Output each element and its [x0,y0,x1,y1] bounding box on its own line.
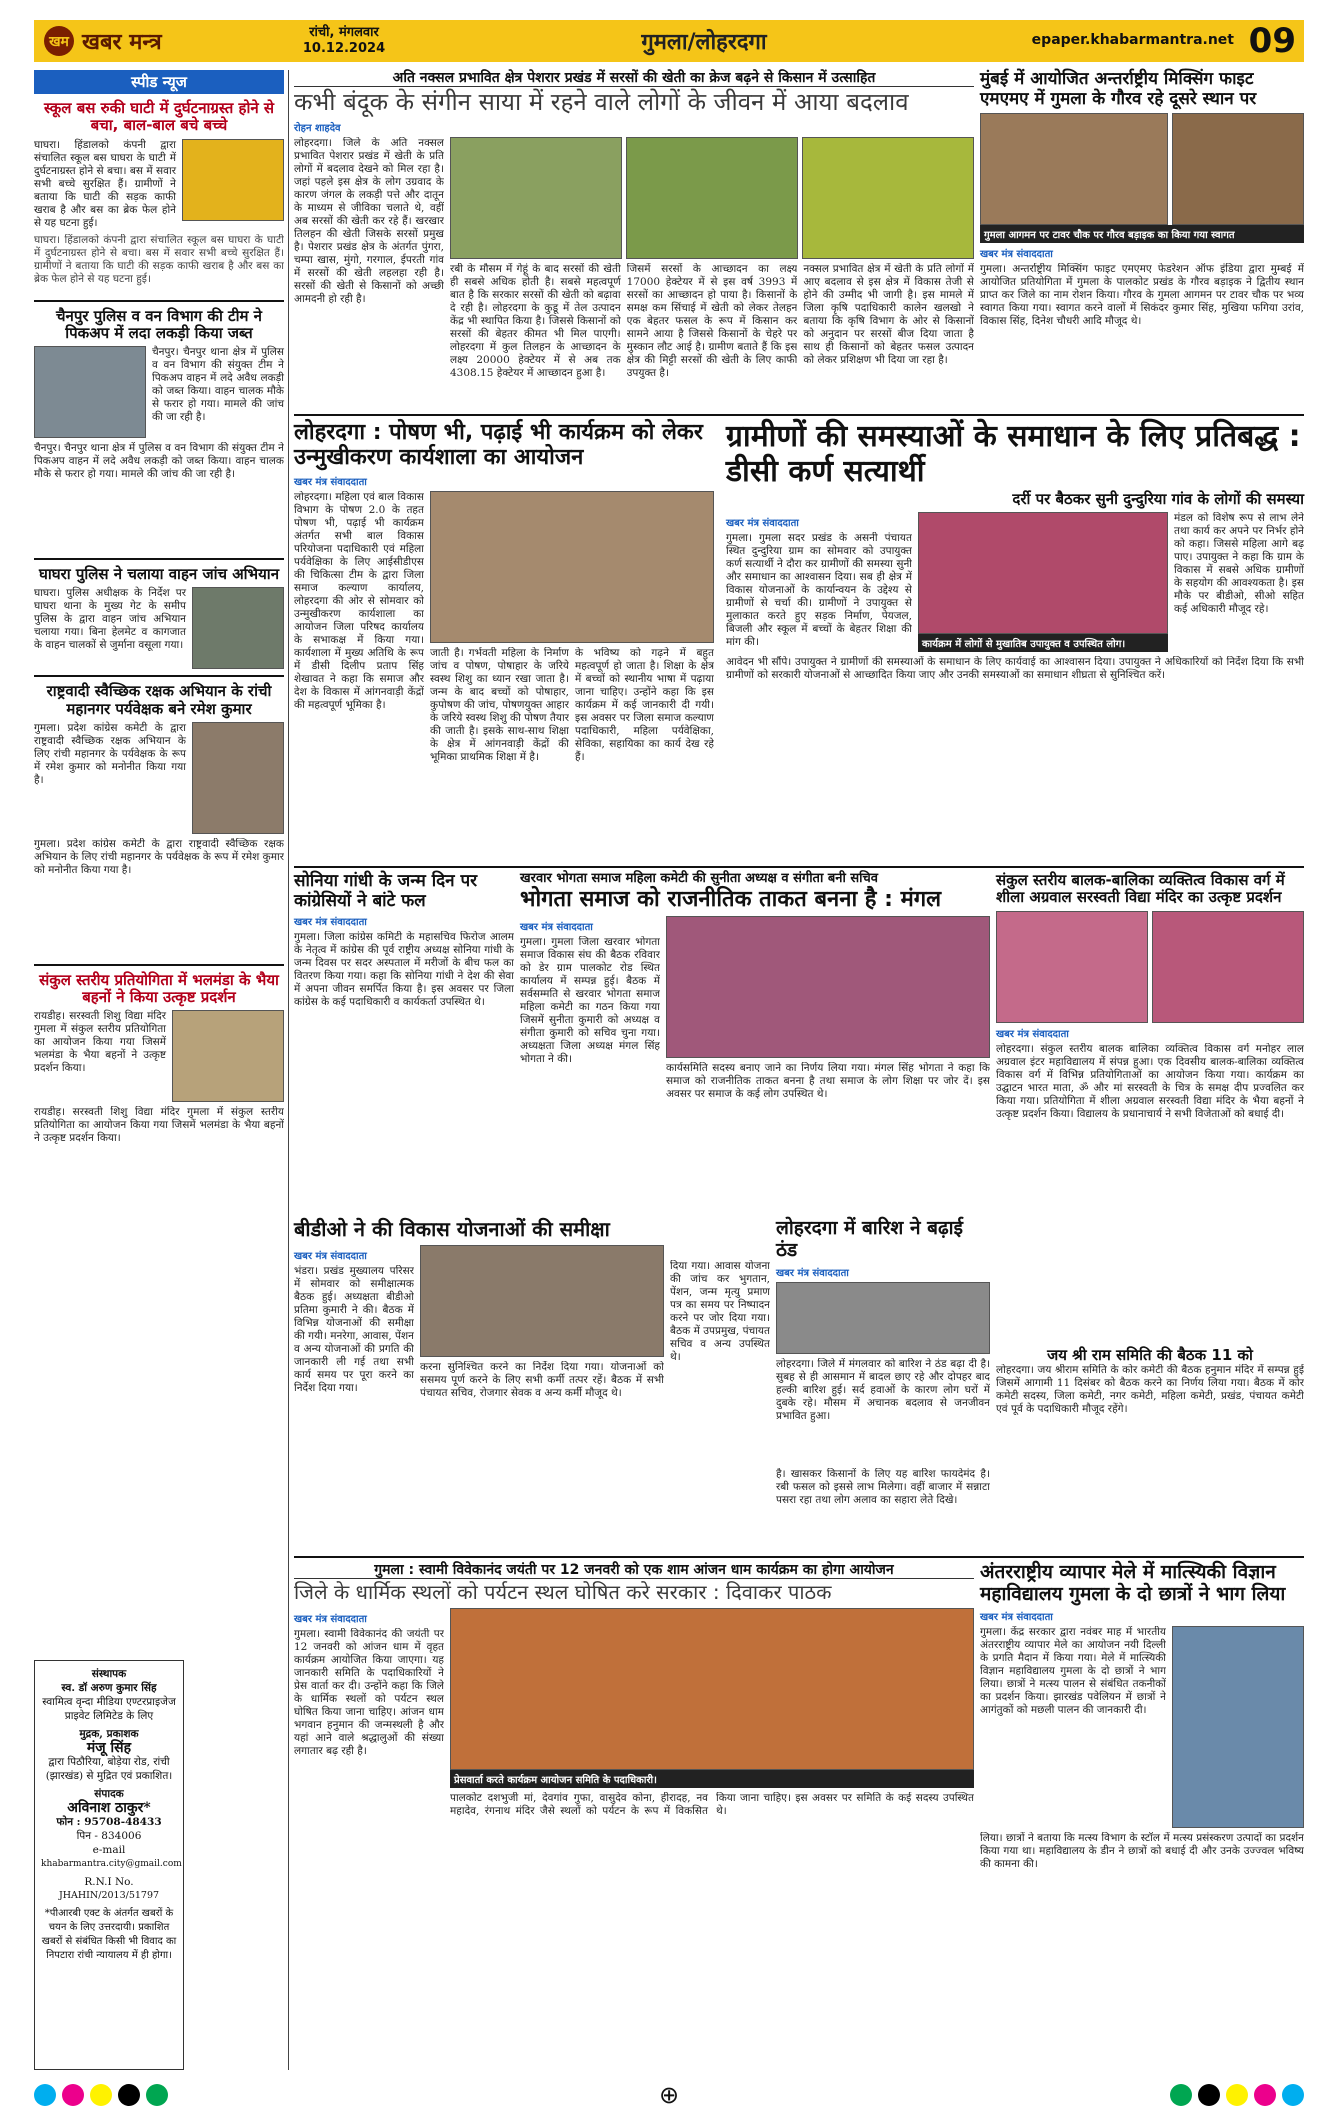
yellow-dot-icon [1226,2084,1248,2106]
issue-date: 10.12.2024 [302,41,386,56]
page-number: 09 [1248,21,1296,61]
mustard-field-photo-1 [450,137,622,259]
black-dot-icon [1198,2084,1220,2106]
sonia-story-title: सोनिया गांधी के जन्म दिन पर कांग्रेसियों ने बांटे फल [294,871,478,911]
rain-story-body-2: है। खासकर किसानों के लिए यह बारिश फायदेमंद है। रबी फसल को इससे लाभ मिलेगा। वहीं बाजार में सन्नाटा पसरा रहा तथा लोग अलाव का सहारा लेते दिखे। [776,1467,990,1506]
registration-mark-icon: ⊕ [658,2081,680,2109]
mustard-field-photo-2 [626,137,798,259]
bdo-byline: खबर मंत्र संवाददाता [294,1251,367,1262]
imprint-founder: स्व. डॉ अरुण कुमार सिंह [61,1682,157,1694]
top-story [294,70,974,410]
column-divider [288,70,289,2070]
rain-story-body: लोहरदगा। जिले में मंगलवार को बारिश ने ठंड बढ़ा दी है। सुबह से ही आसमान में बादल छाए रहे और दोपहर बाद हल्की बारिश हुई। सर्द हवाओं के कारण लोग घरों में दुबके रहे। मौसम में अचानक बदलाव से जनजीवन प्रभावित हुआ। [776,1357,990,1422]
bdo-story [294,1218,664,1548]
sankul-story-body: लोहरदगा। संकुल स्तरीय बालक बालिका व्यक्तित्व विकास वर्ग मनोहर लाल अग्रवाल इंटर महाविद्यालय में संपन्न हुआ। एक दिवसीय बालक-बालिका व्यक्तित्व विकास वर्ग में विभिन्न प्रतियोगिताओं का आयोजन किया गया। कार्यक्रम का उद्घाटन भारत माता, ॐ और मां सरस्वती के चित्र के समक्ष दीप प्रज्वलित कर किया गया। प्रतियोगिता में शीला अग्रवाल सरस्वती विद्या मंदिर के भैया बहनों ने उत्कृष्ट प्रदर्शन किया। विद्यालय के प्रधानाचार्य ने सभी विजेताओं को बधाई दी। [996,1042,1304,1120]
top-story-kicker: अति नक्सल प्रभावित क्षेत्र पेशरार प्रखंड में सरसों की खेती का क्रेज बढ़ने से किसान में उत्साहित [294,70,974,87]
top-story-body-3: जिसमें सरसों के आच्छादन का लक्ष्य 17000 हेक्टेयर में से इस वर्ष 3993 में सरसों का आच्छादन हो पाया है। किसानों के समक्ष कम सिंचाई में खेती को लेकर तेलहन एक बेहतर फसल के रूप में किसान कर सामने आया है जिससे किसानों के चेहरे पर मुस्कान लौट आई है। ग्रामीण बताते हैं कि इस क्षेत्र की मिट्टी सरसों की खेती के लिए काफी उपयुक्त है। [626,262,798,379]
story-ramesh-body: गुमला। प्रदेश कांग्रेस कमेटी के द्वारा राष्ट्रवादी स्वैच्छिक रक्षक अभियान के लिए रांची महानगर के पर्यवेक्षक के रूप में रमेश कुमार को मनोनीत किया गया है। [34,721,186,786]
imprint-editor-label: संपादक [94,1788,124,1800]
trade-fair-story-body: गुमला। केंद्र सरकार द्वारा नवंबर माह में भारतीय अंतरराष्ट्रीय व्यापार मेले का आयोजन नयी दिल्ली के प्रगति मैदान में किया गया। मेले में मात्स्यिकी विज्ञान महाविद्यालय गुमला के दो छात्रों ने भाग लिया। छात्रों ने मत्स्य पालन से संबंधित तकनीकों का प्रदर्शन किया। झारखंड पवेलियन में छात्रों ने आगंतुकों को मछली पालन की जानकारी दी। [980,1625,1166,1716]
vivekanand-story-subtitle: जिले के धार्मिक स्थलों को पर्यटन स्थल घोषित करे सरकार : दिवाकर पाठक [294,1580,832,1605]
gaurav-photo-2 [1172,113,1304,225]
dc-story-body-2: आवेदन भी सौंपे। उपायुक्त ने ग्रामीणों की समस्याओं के समाधान के लिए कार्यवाई का आश्वासन दिया। उपायुक्त ने अधिकारियों को निर्देश दिया कि सभी ग्रामीणों को सरकारी योजनाओं से आच्छादित किया जाए और उनकी समस्याओं का समाधान शीघ्रता से सुनिश्चित करें। [726,656,1304,682]
bhogta-story-body-2: कार्यसमिति सदस्य बनाए जाने का निर्णय लिया गया। मंगल सिंह भोगता ने कहा कि समाज को राजनीतिक ताकत बनना है तथा समाज के लोग शिक्षा पर जोर दें। इस अवसर पर समाज के कई लोग उपस्थित थे। [666,1062,990,1101]
press-conference-photo [450,1608,974,1770]
brand-name: खबर मन्त्र [82,30,162,55]
trade-fair-story [980,1562,1304,2067]
story-school-bus-title: स्कूल बस रुकी घाटी में दुर्घटनाग्रस्त होने से बचा, बाल-बाल बचे बच्चे [43,99,275,135]
rain-story [776,1218,990,1548]
poshan-byline: खबर मंत्र संवाददाता [294,476,367,488]
brand [34,26,274,56]
story-ghaghra-title: घाघरा पुलिस ने चलाया वाहन जांच अभियान [38,565,280,583]
top-story-body-4: नक्सल प्रभावित क्षेत्र में खेती के प्रति लोगों में आए बदलाव से इस क्षेत्र में विकास तेजी से होने की उम्मीद भी जागी है। इस मामले में जिला कृषि पदाधिकारी कालेन खलखो ने बताया कि कृषि विभाग के ओर से किसानों को अनुदान पर सरसों बीज दिया जाता है साथ ही किसानों को बेहतर फसल उत्पादन को लेकर प्रशिक्षण भी दिया जा रहा है। [803,262,975,366]
story-bhalmanda-title: संकुल स्तरीय प्रतियोगिता में भलमंडा के भैया बहनों ने किया उत्कृष्ट प्रदर्शन [39,970,279,1006]
section-divider-2 [294,866,1304,868]
page-footer [34,2080,1304,2110]
story-school-bus-body: घाघरा। हिंडालको कंपनी द्वारा संचालित स्कूल बस घाघरा के घाटी में दुर्घटनाग्रस्त होने से बचा। बस में सवार सभी बच्चे सुरक्षित हैं। ग्रामीणों ने बताया कि घाटी की सड़क काफी खराब है और बस का ब्रेक फेल होने से यह घटना हुई। [34,138,176,229]
bdo-meeting-photo [420,1245,664,1357]
bhogta-meeting-photo [666,916,990,1058]
top-story-body-2: रबी के मौसम में गेहूं के बाद सरसों की खेती ही सबसे अधिक होती है। सबसे महत्वपूर्ण बात है कि सरकार सरसों की खेती को बढ़ावा दे रही है। लोहरदगा के कुडू में तेल उत्पादन केंद्र भी स्थापित किया है। जिससे किसानों को सरसों की बेहतर कीमत भी मिल पाएगी। लोहरदगा में कुल तिलहन के आच्छादन के लक्ष्य 20000 हेक्टेयर में से अब तक 4308.15 हेक्टेयर में आच्छादन हुआ है। [450,262,621,379]
sonia-story [294,872,514,1212]
section-divider [294,414,1304,416]
story-ramesh-body-cont: गुमला। प्रदेश कांग्रेस कमेटी के द्वारा राष्ट्रवादी स्वैच्छिक रक्षक अभियान के लिए रांची महानगर के पर्यवेक्षक के रूप में रमेश कुमार को मनोनीत किया गया है। [34,837,284,876]
vivekanand-photo-caption: प्रेसवार्ता करते कार्यक्रम आयोजन समिति के पदाधिकारी। [450,1770,974,1788]
poshan-story-body-3: के भविष्य को गढ़ने में बहुत महत्वपूर्ण हो जाता है। शिक्षा के क्षेत्र में बच्चों को स्थानीय भाषा में पढ़ाया जाना चाहिए। उन्होंने कहा कि इस कार्यक्रम में कई जानकारी दी गयी। इस अवसर पर जिला समाज कल्याण पदाधिकारी, महिला पर्यवेक्षिका, सेविका, सहायिका का कार्य देख रहे हैं। [575,646,714,763]
imprint-editor: अविनाश ठाकुर* [67,1800,151,1816]
sankul-story [996,872,1304,1532]
top-story-title: कभी बंदूक के संगीन साया में रहने वाले लोगों के जीवन में आया बदलाव [294,88,909,117]
bdo-story-body-3: दिया गया। आवास योजना की जांच कर भुगतान, पेंशन, जन्म मृत्यु प्रमाण पत्र का समय पर निष्पादन करने पर जोर दिया गया। बैठक में उपप्रमुख, पंचायत सचिव व अन्य उपस्थित थे। [670,1260,770,1363]
dc-photo-caption: कार्यक्रम में लोगों से मुखातिब उपायुक्त व उपस्थित लोग। [918,634,1168,652]
date-block [274,25,414,57]
poshan-story-body: लोहरदगा। महिला एवं बाल विकास विभाग के पोषण 2.0 के तहत पोषण भी, पढ़ाई भी कार्यक्रम अंतर्गत सभी बाल विकास परियोजना पदाधिकारी एवं महिला पर्यवेक्षिका के लिए आईसीडीएस की चिकित्सा टीम के द्वारा जिला समाज कल्याण कार्यालय, लोहरदगा की ओर से सोमवार को उन्मुखीकरण कार्यशाला का आयोजन जिला परिषद कार्यालय के सभाकक्ष में किया गया। कार्यशाला में मुख्य अतिथि के रूप में डीसी दिलीप प्रताप सिंह शेखावत ने कहा कि समाज और देश के विकास में आंगनवाड़ी केंद्रों की महत्वपूर्ण भूमिका है। [294,490,424,711]
top-story-body: लोहरदगा। जिले के अति नक्सल प्रभावित पेशरार प्रखंड में खेती के प्रति लोगों में बदलाव देखने को मिल रहा है। जहां पहले इस क्षेत्र के लोग उग्रवाद के कारण जंगल के लकड़ी पत्ते और दातून के माध्यम से जीविका चलाते थे, वहीं अब सरसों की खेती कर रहे हैं। खरखार तिलहन की खेती जिसके सरसों प्रमुख है। पेशरार प्रखंड क्षेत्र के अंतर्गत पुंगरा, चम्पा खास, मुंगो, गरगाल, ईपरती गांव में सरसों की खेती लहलहा रही है। सरसों की खेती से किसानों को अच्छी आमदनी हो रही है। [294,136,444,305]
bhogta-byline: खबर मंत्र संवाददाता [520,922,593,934]
green-dot-icon [1170,2084,1192,2106]
imprint-address: द्वारा पिठौरिया, बोड़ेया रोड, रांची (झारखंड) से मुद्रित एवं प्रकाशित। [45,1756,173,1782]
school-bus-photo [182,139,284,221]
story-chainpur-title: चैनपुर पुलिस व वन विभाग की टीम ने पिकअप में लदा लकड़ी किया जब्त [55,306,263,342]
epaper-url[interactable]: epaper.khabarmantra.net [1031,32,1234,48]
trade-fair-byline: खबर मंत्र संवाददाता [980,1611,1053,1623]
vivekanand-byline: खबर मंत्र संवाददाता [294,1614,367,1626]
dc-meeting-photo [918,512,1168,634]
section-title: गुमला/लोहरदगा [641,30,767,55]
chainpur-photo [34,346,146,438]
imprint-rni-label: R.N.I No. [84,1876,134,1888]
mumbai-byline: खबर मंत्र संवाददाता [980,249,1053,261]
ramesh-photo [192,722,284,834]
imprint-note: *पीआरबी एक्ट के अंतर्गत खबरों के चयन के लिए उत्तरदायी। प्रकाशित खबरों से संबंधित किसी भी विवाद का निपटारा रांची न्यायालय में ही होगा। [41,1908,177,1961]
poshan-workshop-photo [430,491,714,643]
trade-fair-story-body-2: लिया। छात्रों ने बताया कि मत्स्य विभाग के स्टॉल में मत्स्य प्रसंस्करण उत्पादों का प्रदर्शन किया गया था। महाविद्यालय के डीन ने छात्रों को बधाई दी और उनके उज्ज्वल भविष्य की कामना की। [980,1831,1304,1870]
poshan-story-body-2: जाती है। गर्भवती महिला के निर्माण जांच व पोषण, पोषाहार के जरिये स्वस्थ शिशु का ध्यान रखा जाता है। जन्म के बाद बच्चों को पोषाहार, कुपोषण की जांच, पोषणयुक्त आहार के जरिये स्वस्थ शिशु की पोषण तैयार की जाती है। इसके साथ-साथ शिक्षा के क्षेत्र में आंगनवाड़ी केंद्रों की भूमिका प्राथमिक शिक्षा में है। [430,646,569,763]
bhogta-story-body: गुमला। गुमला जिला खरवार भोगता समाज विकास संघ की बैठक रविवार को डेर ग्राम पालकोट रोड स्थित कार्यालय में सम्पन्न हुई। बैठक में सर्वसम्मति से खरवार भोगता समाज महिला कमेटी का गठन किया गया जिसमें सुनीता कुमारी को अध्यक्ष व संगीता कुमारी को सचिव चुना गया। अध्यक्षता जिला अध्यक्ष मंगल सिंह भोगता ने की। [520,936,660,1066]
trade-fair-story-title: अंतरराष्ट्रीय व्यापार मेले में मात्स्यिकी विज्ञान महाविद्यालय गुमला के दो छात्रों ने भाग लिया [980,1561,1286,1605]
story-chainpur-body: चैनपुर। चैनपुर थाना क्षेत्र में पुलिस व वन विभाग की संयुक्त टीम ने पिकअप वाहन में लदे अवैध लकड़ी को जब्त किया। वाहन चालक मौके से फरार हो गया। मामले की जांच की जा रही है। [152,346,284,423]
bhogta-story [520,872,990,1212]
imprint-phone: फोन : 95708-48433 [56,1816,162,1828]
jai-shri-ram-title: जय श्री राम समिति की बैठक 11 को [1047,1345,1253,1364]
bdo-story-body: भंडरा। प्रखंड मुख्यालय परिसर में सोमवार को समीक्षात्मक बैठक हुई। अध्यक्षता बीडीओ प्रतिमा कुमारी ने की। बैठक में विभिन्न योजनाओं की समीक्षा की गयी। मनरेगा, आवास, पेंशन व अन्य योजनाओं की प्रगति की जानकारी ली गई तथा सभी कार्य समय पर पूरा करने का निर्देश दिया गया। [294,1265,414,1394]
speed-news-tag: स्पीड न्यूज [115,70,203,94]
trade-fair-photo [1172,1626,1304,1828]
imprint-publisher-label: मुद्रक, प्रकाशक [79,1728,139,1740]
masthead [34,20,1304,62]
imprint-owner: स्वामित्व वृन्दा मीडिया एण्टरप्राइजेज प्राइवेट लिमिटेड के लिए [42,1696,176,1722]
poshan-story [294,420,714,860]
dc-byline: खबर मंत्र संवाददाता [726,518,799,530]
mumbai-story-body: गुमला। अन्तर्राष्ट्रीय मिक्सिंग फाइट एमएमए फेडरेशन ऑफ इंडिया द्वारा मुम्बई में आयोजित प्रतियोगिता में गुमला के पालकोट प्रखंड के गौरव बड़ाइक ने द्वितीय स्थान प्राप्त कर जिले का नाम रोशन किया। गौरव के गुमला आगमन पर टावर चौक पर भव्य स्वागत किया गया। स्वागत करने वालों में सिकंदर कुमार सिंह, मुखिया फगिया उरांव, विकास सिंह, दिनेश चौधरी आदि मौजूद थे। [980,263,1304,328]
black-dot-icon [118,2084,140,2106]
top-story-byline: रोहन शाहदेव [294,122,341,134]
green-dot-icon [146,2084,168,2106]
imprint-email-label: e-mail [92,1844,126,1856]
gaurav-photo-1 [980,113,1168,225]
sonia-story-body: गुमला। जिला कांग्रेस कमिटी के महासचिव फिरोज आलम के नेतृत्व में कांग्रेस की पूर्व राष्ट्रीय अध्यक्ष सोनिया गांधी के जन्म दिवस पर सदर अस्पताल में मरीजों के बीच फल का वितरण किया गया। कहा कि सोनिया गांधी ने देश की सेवा में अपना जीवन समर्पित किया है। इस अवसर पर जिला कांग्रेस के कई पदाधिकारी व कार्यकर्ता उपस्थित थे। [294,931,514,1009]
story-ramesh-title: राष्ट्रवादी स्वैच्छिक रक्षक अभियान के रांची महानगर पर्यवेक्षक बने रमेश कुमार [46,682,272,718]
dc-story-body: गुमला। गुमला सदर प्रखंड के असनी पंचायत स्थित दुन्दुरिया ग्राम का सोमवार को उपायुक्त कर्ण सत्यार्थी ने दौरा कर ग्रामीणों की समस्या सुनी और समाधान का आश्वासन दिया। सब ही क्षेत्र में विकास योजनाओं के कार्यान्वयन के उद्देश्य से ग्रामीणों से चर्चा की। ग्रामीणों ने उपायुक्त से मुलाकात करते हुए सड़क निर्माण, पेयजल, बिजली और स्कूल में बच्चों के बेहतर शिक्षा की मांग की। [726,532,912,649]
imprint-rni: JHAHIN/2013/51797 [58,1890,160,1901]
vivekanand-story-title: गुमला : स्वामी विवेकानंद जयंती पर 12 जनवरी को एक शाम आंजन धाम कार्यक्रम का होगा आयोजन [294,1562,974,1579]
story-bhalmanda-body-cont: रायडीह। सरस्वती शिशु विद्या मंदिर गुमला में संकुल स्तरीय प्रतियोगिता का आयोजन किया गया जिसमें भलमंडा के भैया बहनों ने उत्कृष्ट प्रदर्शन किया। [34,1106,284,1145]
section-divider-3 [294,1556,1304,1558]
color-registration-left [34,2084,168,2106]
ghaghra-photo [192,587,284,669]
color-registration-right [1170,2084,1304,2106]
left-column [34,70,284,1800]
imprint-publisher: मंजू सिंह [86,1740,132,1756]
mustard-field-photo-3 [802,137,974,259]
rain-byline: खबर मंत्र संवाददाता [776,1267,849,1279]
cyan-dot-icon [34,2084,56,2106]
vivekanand-story-body-2: पालकोट दशभुजी मां, देवगांव गुफा, वासुदेव कोना, हीरादह, नव महादेव, रंगनाथ मंदिर जैसे स्थलों को पर्यटन के रूप में विकसित किया जाना चाहिए। इस अवसर पर समिति के कई सदस्य उपस्थित थे। [450,1792,974,1818]
sonia-byline: खबर मंत्र संवाददाता [294,917,367,929]
dc-story-title: ग्रामीणों की समस्याओं के समाधान के लिए प्रतिबद्ध : डीसी कर्ण सत्यार्थी [726,419,1301,489]
cyan-dot-icon [1282,2084,1304,2106]
rain-photo [776,1282,990,1354]
sankul-photo-1 [996,911,1148,1023]
bhogta-story-title: भोगता समाज को राजनीतिक ताकत बनना है : मंगल [520,886,942,912]
bhalmanda-photo [172,1010,284,1102]
dc-story-subtitle: दर्री पर बैठकर सुनी दुन्दुरिया गांव के लोगों की समस्या [1012,490,1304,508]
bdo-story-body-2: करना सुनिश्चित करने का निर्देश दिया गया। योजनाओं को ससमय पूर्ण करने के लिए सभी कर्मी तत्पर रहें। बैठक में सभी पंचायत सचिव, रोजगार सेवक व अन्य कर्मी मौजूद थे। [420,1361,664,1399]
mumbai-story [980,70,1304,410]
mumbai-story-title: मुंबई में आयोजित अन्तर्राष्ट्रीय मिक्सिंग फाइट एमएमए में गुमला के गौरव रहे दूसरे स्थान पर [980,69,1257,109]
vivekanand-story-body: गुमला। स्वामी विवेकानंद की जयंती पर 12 जनवरी को आंजन धाम में वृहत कार्यक्रम आयोजित किया जाएगा। यह जानकारी समिति के पदाधिकारियों ने प्रेस वार्ता कर दी। उन्होंने कहा कि जिले के धार्मिक स्थलों को पर्यटन स्थल घोषित किया जाना चाहिए। आंजन धाम भगवान हनुमान की जन्मस्थली है और यहां आने वाले श्रद्धालुओं की संख्या लगातार बढ़ रही है। [294,1628,444,1758]
yellow-dot-icon [90,2084,112,2106]
story-ghaghra-body: घाघरा। पुलिस अधीक्षक के निर्देश पर घाघरा थाना के मुख्य गेट के समीप पुलिस के द्वारा वाहन जांच अभियान चलाया गया। बिना हेलमेट व कागजात के वाहन चालकों से जुर्माना वसूला गया। [34,587,186,652]
sankul-story-title: संकुल स्तरीय बालक-बालिका व्यक्तित्व विकास वर्ग में शीला अग्रवाल सरस्वती विद्या मंदिर का उत्कृष्ट प्रदर्शन [996,871,1285,907]
bdo-story-title: बीडीओ ने की विकास योजनाओं की समीक्षा [294,1217,610,1241]
imprint-box [34,1660,184,2070]
magenta-dot-icon [1254,2084,1276,2106]
rain-story-title: लोहरदगा में बारिश ने बढ़ाई ठंड [776,1217,963,1261]
imprint-pin: पिन - 834006 [76,1830,142,1842]
mumbai-photo-caption: गुमला आगमन पर टावर चौक पर गौरव बड़ाइक का किया गया स्वागत [980,225,1304,243]
sankul-photo-2 [1152,911,1304,1023]
jai-shri-ram-body: लोहरदगा। जय श्रीराम समिति के कोर कमेटी की बैठक हनुमान मंदिर में सम्पन्न हुई जिसमें आगामी 11 दिसंबर को बैठक करने का निर्णय लिया गया। बैठक में कोर कमेटी सदस्य, जिला कमेटी, नगर कमेटी, महिला कमेटी, प्रखंड, पंचायत कमेटी एवं पूर्व के पदाधिकारी मौजूद रहेंगे। [996,1363,1304,1415]
bdo-story-cont [670,1260,770,1550]
vivekanand-story [294,1562,974,2067]
story-chainpur-body-cont: चैनपुर। चैनपुर थाना क्षेत्र में पुलिस व वन विभाग की संयुक्त टीम ने पिकअप वाहन में लदे अवैध लकड़ी को जब्त किया। वाहन चालक मौके से फरार हो गया। मामले की जांच की जा रही है। [34,442,284,480]
story-school-bus-body-cont: घाघरा। हिंडालको कंपनी द्वारा संचालित स्कूल बस घाघरा के घाटी में दुर्घटनाग्रस्त होने से बचा। बस में सवार सभी बच्चे सुरक्षित हैं। ग्रामीणों ने बताया कि घाटी की सड़क काफी खराब है और बस का ब्रेक फेल होने से यह घटना हुई। [34,233,284,285]
magenta-dot-icon [62,2084,84,2106]
dc-story-body-3: मंडल को विशेष रूप से लाभ लेने तथा कार्य कर अपने पर निर्भर होने को कहा। जिससे महिला आगे बढ़ पाए। उपायुक्त ने कहा कि ग्राम के विकास में सबसे अधिक ग्रामीणों के सहयोग की आवश्यकता है। इस मौके पर बीडीओ, सीओ सहित कई अधिकारी मौजूद रहे। [1174,512,1304,616]
sankul-byline: खबर मंत्र संवाददाता [996,1028,1069,1040]
bhogta-story-kicker: खरवार भोगता समाज महिला कमेटी की सुनीता अध्यक्ष व संगीता बनी सचिव [520,871,879,886]
city-day: रांची, मंगलवार [309,25,379,40]
imprint-founder-label: संस्थापक [91,1668,127,1680]
imprint-email[interactable]: khabarmantra.city@gmail.com [41,1859,182,1869]
story-bhalmanda-body: रायडीह। सरस्वती शिशु विद्या मंदिर गुमला में संकुल स्तरीय प्रतियोगिता का आयोजन किया गया जिसमें भलमंडा के भैया बहनों ने उत्कृष्ट प्रदर्शन किया। [34,1010,166,1075]
logo-icon: खम [44,26,74,56]
poshan-story-title: लोहरदगा : पोषण भी, पढ़ाई भी कार्यक्रम को लेकर उन्मुखीकरण कार्यशाला का आयोजन [294,420,703,471]
dc-story [726,420,1304,860]
